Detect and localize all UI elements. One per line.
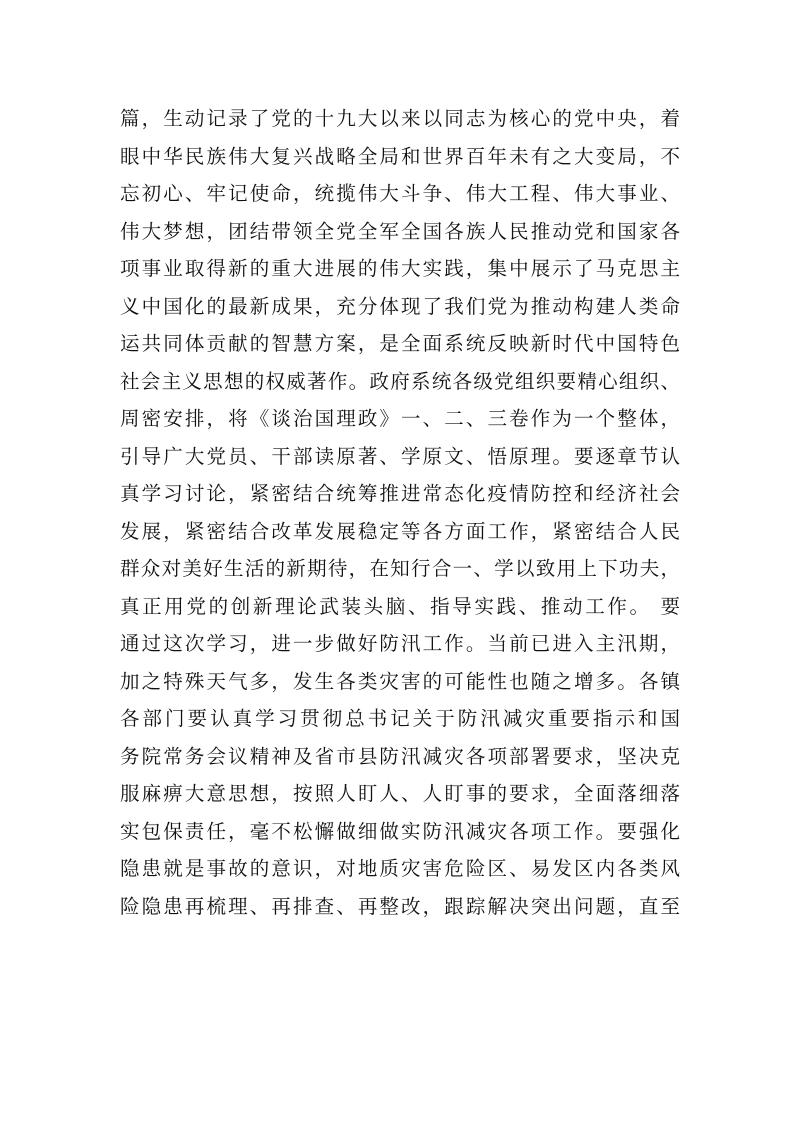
text-line: 险隐患再梳理、再排查、再整改，跟踪解决突出问题，直至 — [120, 894, 680, 918]
body-paragraph — [120, 100, 680, 925]
text-line: 义中国化的最新成果，充分体现了我们党为推动构建人类命 — [120, 294, 680, 318]
text-line: 周密安排，将《谈治国理政》一、二、三卷作为一个整体， — [120, 407, 680, 430]
text-line: 发展，紧密结合改革发展稳定等各方面工作，紧密结合人民 — [120, 519, 680, 543]
text-line: 运共同体贡献的智慧方案，是全面系统反映新时代中国特色 — [120, 332, 680, 355]
text-line: 群众对美好生活的新期待，在知行合一、学以致用上下功夫， — [120, 557, 680, 580]
text-line: 眼中华民族伟大复兴战略全局和世界百年未有之大变局，不 — [120, 144, 680, 168]
text-line: 服麻痹大意思想，按照人盯人、人盯事的要求，全面落细落 — [120, 782, 680, 805]
text-line: 务院常务会议精神及省市县防汛减灾各项部署要求，坚决克 — [120, 744, 680, 768]
text-line: 实包保责任，毫不松懈做细做实防汛减灾各项工作。要强化 — [120, 819, 680, 843]
text-line: 伟大梦想，团结带领全党全军全国各族人民推动党和国家各 — [120, 219, 680, 243]
text-line: 篇，生动记录了党的十九大以来以同志为核心的党中央，着 — [120, 107, 680, 130]
text-line: 真正用党的创新理论武装头脑、指导实践、推动工作。 要 — [120, 594, 680, 618]
text-line: 引导广大党员、干部读原著、学原文、悟原理。要逐章节认 — [120, 444, 680, 468]
text-line: 真学习讨论，紧密结合统筹推进常态化疫情防控和经济社会 — [120, 482, 680, 505]
text-line: 忘初心、牢记使命，统揽伟大斗争、伟大工程、伟大事业、 — [120, 182, 680, 205]
text-line: 社会主义思想的权威著作。政府系统各级党组织要精心组织、 — [120, 369, 680, 393]
text-line: 通过这次学习，进一步做好防汛工作。当前已进入主汛期， — [120, 632, 680, 655]
text-line: 加之特殊天气多，发生各类灾害的可能性也随之增多。各镇 — [120, 669, 680, 693]
text-line: 项事业取得新的重大进展的伟大实践，集中展示了马克思主 — [120, 257, 680, 280]
text-line: 隐患就是事故的意识，对地质灾害危险区、易发区内各类风 — [120, 857, 680, 880]
text-line: 各部门要认真学习贯彻总书记关于防汛减灾重要指示和国 — [120, 707, 680, 730]
